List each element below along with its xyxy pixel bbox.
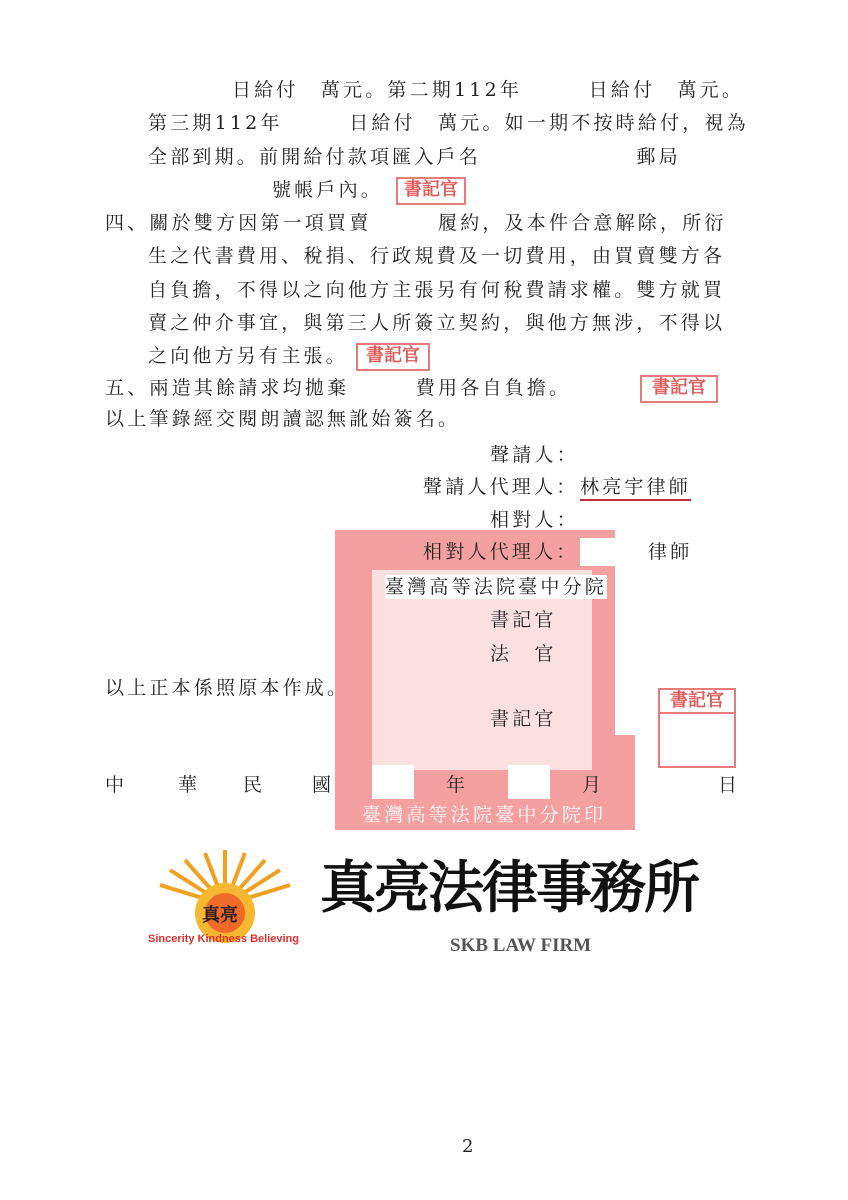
stamp-label: 書記官 xyxy=(660,690,734,714)
respondent-agent-suffix: 律師 xyxy=(648,541,693,563)
clerk-stamp xyxy=(640,375,718,403)
stamp-label: 書記官 xyxy=(652,377,706,398)
applicant-agent-signature: 林亮宇律師 xyxy=(580,475,691,501)
judge-label: 法 官 xyxy=(490,643,557,665)
redaction xyxy=(508,765,550,799)
court-name: 臺灣高等法院臺中分院 xyxy=(385,576,608,598)
body-line: 號帳戶內。 xyxy=(272,179,384,201)
date-year: 年 xyxy=(446,774,469,796)
respondent-agent-label: 相對人代理人： xyxy=(423,541,579,563)
clerk-label: 書記官 xyxy=(490,708,557,730)
date-day: 日 xyxy=(718,774,741,796)
emblem-text: 真亮 xyxy=(202,905,238,926)
date-char: 華 xyxy=(178,774,201,796)
date-month: 月 xyxy=(582,774,605,796)
body-line: 五、兩造其餘請求均拋棄 費用各自負擔。 xyxy=(105,377,572,399)
slogan: Sincerity Kindness Believing xyxy=(148,933,299,945)
sun-emblem-icon xyxy=(140,845,310,945)
body-line: 全部到期。前開給付款項匯入戶名 郵局 xyxy=(148,146,681,168)
date-char: 民 xyxy=(243,774,266,796)
firm-logo xyxy=(140,845,760,965)
date-char: 國 xyxy=(312,774,335,796)
body-line: 之向他方另有主張。 xyxy=(148,345,348,367)
court-seal-inner xyxy=(372,570,592,770)
date-char: 中 xyxy=(105,774,128,796)
body-line: 第三期112年 日給付 萬元。如一期不按時給付，視為 xyxy=(148,112,749,134)
redaction xyxy=(580,538,640,566)
page-number: 2 xyxy=(462,1136,474,1157)
body-line: 四、關於雙方因第一項買賣 履約，及本件合意解除，所衍 xyxy=(105,212,727,234)
firm-name: 真亮法律事務所 xyxy=(320,855,698,921)
certify-text: 以上正本係照原本作成。 xyxy=(105,677,350,699)
clerk-stamp xyxy=(658,688,736,768)
stamp-label: 書記官 xyxy=(366,345,420,366)
court-seal-text: 臺灣高等法院臺中分院印 xyxy=(362,804,607,826)
body-line: 以上筆錄經交閱朗讀認無訛始簽名。 xyxy=(105,408,461,430)
applicant-label: 聲請人： xyxy=(490,444,579,466)
clerk-label: 書記官 xyxy=(490,609,557,631)
respondent-label: 相對人： xyxy=(490,509,579,531)
stamp-label: 書記官 xyxy=(404,179,458,200)
body-line: 自負擔，不得以之向他方主張另有何稅費請求權。雙方就買 xyxy=(148,279,726,301)
clerk-stamp xyxy=(396,177,466,205)
body-line: 生之代書費用、稅捐、行政規費及一切費用，由買賣雙方各 xyxy=(148,245,726,267)
applicant-agent-label: 聲請人代理人： xyxy=(423,476,579,498)
body-line: 日給付 萬元。第二期112年 日給付 萬元。 xyxy=(232,79,745,101)
redaction xyxy=(372,765,414,799)
body-line: 賣之仲介事宜，與第三人所簽立契約，與他方無涉，不得以 xyxy=(148,312,726,334)
firm-english-name: SKB LAW FIRM xyxy=(450,935,592,956)
clerk-stamp xyxy=(356,343,430,371)
